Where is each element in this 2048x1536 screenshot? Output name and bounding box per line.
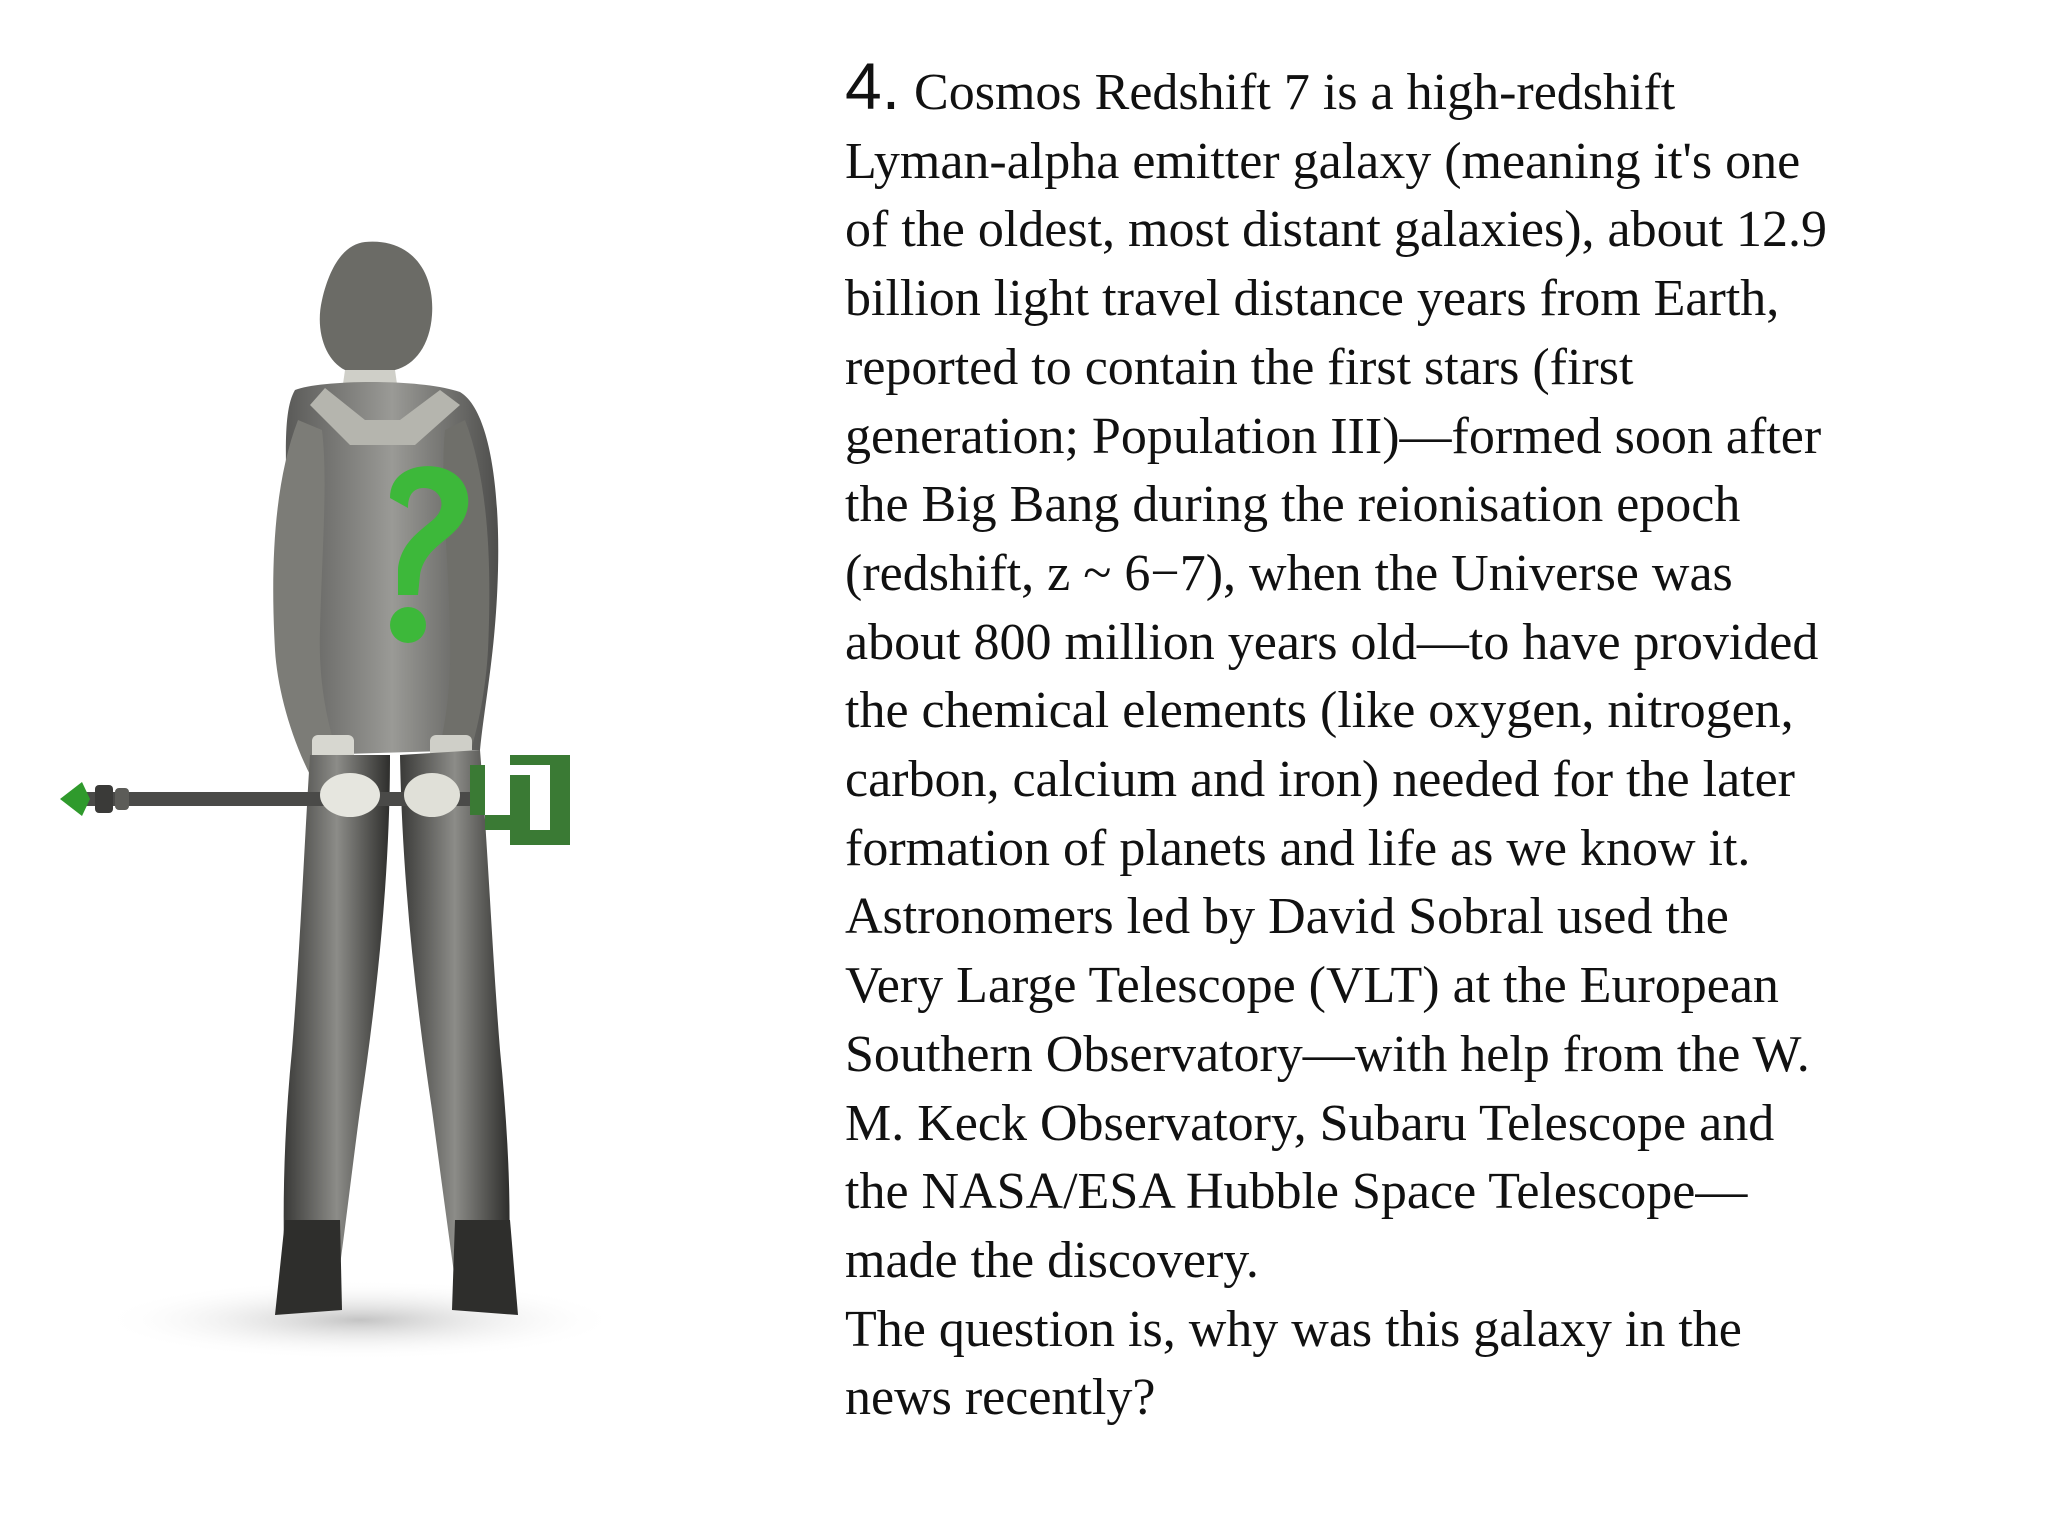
text-line-20: news recently? <box>845 1369 1156 1427</box>
text-line-10: the chemical elements (like oxygen, nitrogen, <box>845 682 1794 740</box>
text-line-9: about 800 million years old—to have provided <box>845 613 1819 671</box>
text-line-1: 4. Cosmos Redshift 7 is a high-redshift <box>845 49 1676 123</box>
text-line-6: generation; Population III)—formed soon after <box>845 407 1822 465</box>
text-line-18: made the discovery. <box>845 1231 1259 1289</box>
text-line-16: M. Keck Observatory, Subaru Telescope and <box>845 1094 1775 1152</box>
text-line-3: of the oldest, most distant galaxies), about 12.9 <box>845 201 1828 259</box>
text-line-13: Astronomers led by David Sobral used the <box>845 888 1729 946</box>
text-line-17: the NASA/ESA Hubble Space Telescope— <box>845 1163 1748 1221</box>
text-line-15: Southern Observatory—with help from the W. <box>845 1025 1810 1083</box>
slide-number: 4. <box>845 49 901 123</box>
text-line-8: (redshift, z ~ 6−7), when the Universe was <box>845 544 1733 602</box>
text-line-14: Very Large Telescope (VLT) at the European <box>845 957 1779 1015</box>
text-line-12: formation of planets and life as we know it. <box>845 819 1751 877</box>
text-line-19: The question is, why was this galaxy in the <box>845 1300 1742 1358</box>
text-line-7: the Big Bang during the reionisation epoch <box>845 476 1741 534</box>
text-line-5: reported to contain the first stars (first <box>845 338 1634 396</box>
text-line-2: Lyman-alpha emitter galaxy (meaning it's one <box>845 132 1801 190</box>
slide-body-text <box>845 49 2025 1433</box>
text-line-11: carbon, calcium and iron) needed for the later <box>845 751 1795 809</box>
riddler-figure-image <box>60 230 660 1410</box>
text-line-4: billion light travel distance years from Earth, <box>845 270 1780 328</box>
